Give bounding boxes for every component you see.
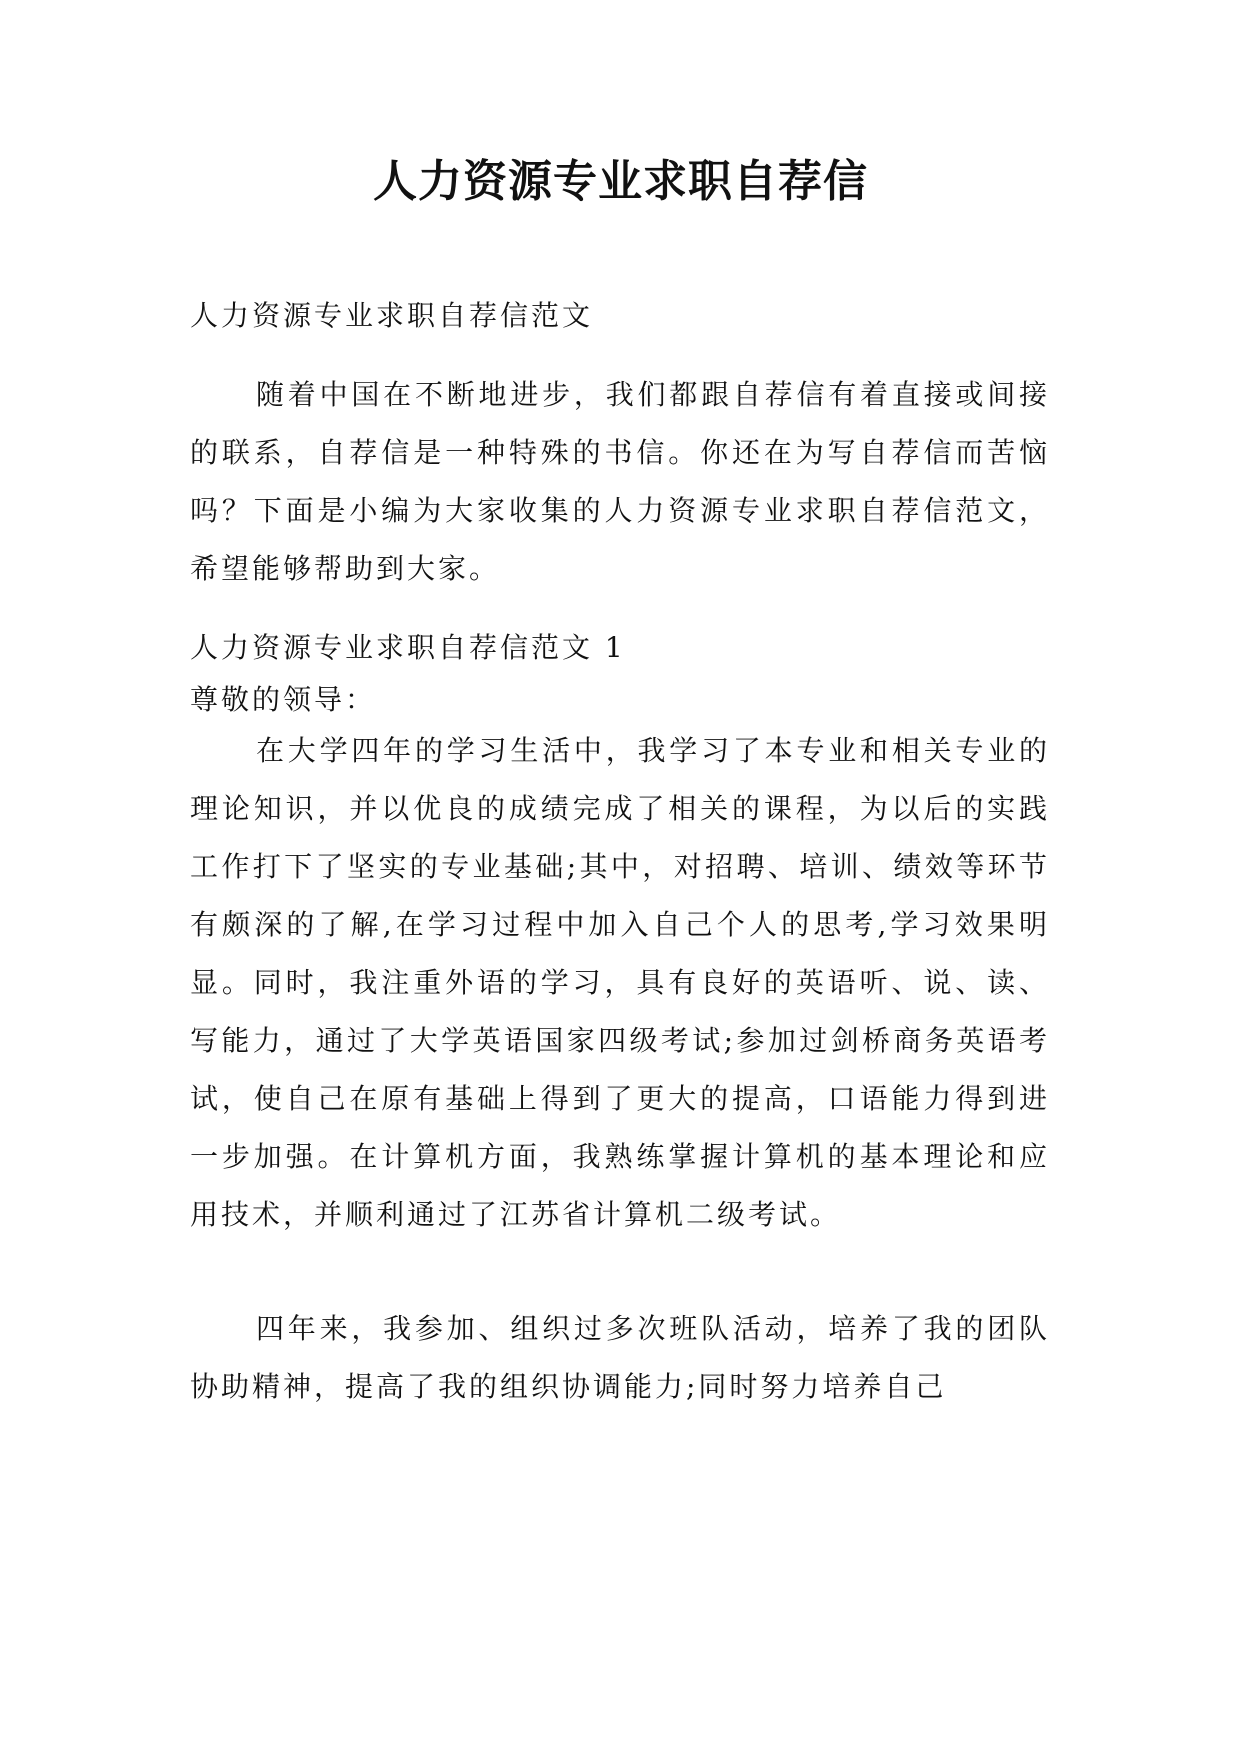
document-subtitle: 人力资源专业求职自荐信范文 <box>190 299 594 332</box>
body-paragraph-2: 四年来，我参加、组织过多次班队活动，培养了我的团队协助精神，提高了我的组织协调能力;同时努力培养自己 <box>190 1312 1050 1403</box>
document-title: 人力资源专业求职自荐信 <box>373 156 868 207</box>
salutation: 尊敬的领导： <box>190 683 377 716</box>
intro-paragraph: 随着中国在不断地进步，我们都跟自荐信有着直接或间接的联系，自荐信是一种特殊的书信。你还在为写自荐信而苦恼吗？下面是小编为大家收集的人力资源专业求职自荐信范文，希望能够帮助到大家。 <box>190 378 1050 585</box>
body-paragraph-1: 在大学四年的学习生活中，我学习了本专业和相关专业的理论知识，并以优良的成绩完成了相关的课程，为以后的实践工作打下了坚实的专业基础;其中，对招聘、培训、绩效等环节有颇深的了解,在学习过程中加入自己个人的思考,学习效果明显。同时，我注重外语的学习，具有良好的英语听、说、读、写能力，通过了大学英语国家四级考试;参加过剑桥商务英语考试，使自己在原有基础上得到了更大的提高，口语能力得到进一步加强。在计算机方面，我熟练掌握计算机的基本理论和应用技术，并顺利通过了江苏省计算机二级考试。 <box>190 734 1050 1231</box>
section-heading: 人力资源专业求职自荐信范文 1 <box>190 631 626 664</box>
